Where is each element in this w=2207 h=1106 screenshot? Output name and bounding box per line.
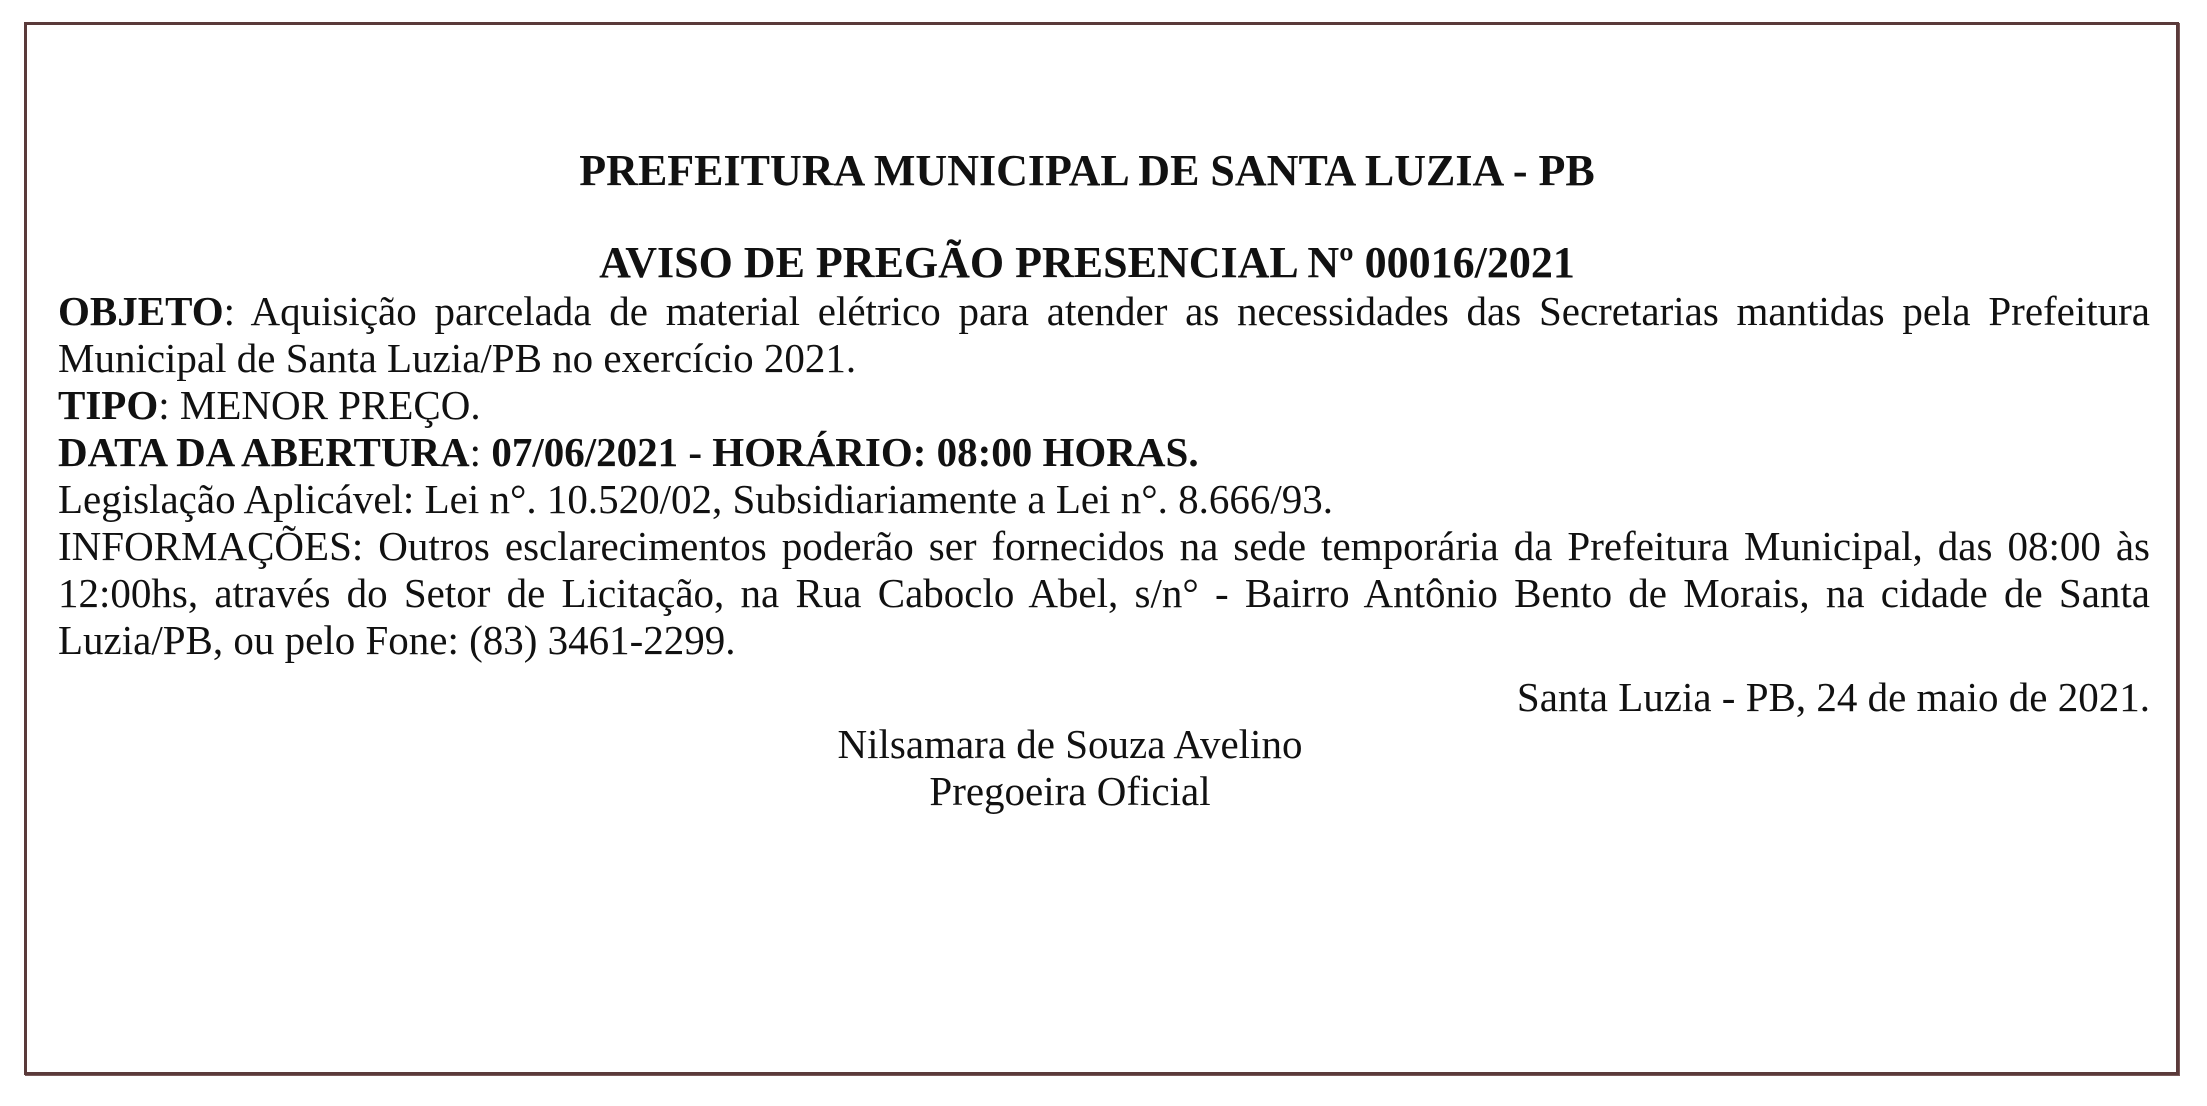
signatory-name: Nilsamara de Souza Avelino — [837, 721, 1303, 767]
abertura-label: DATA DA ABERTURA — [58, 429, 470, 475]
abertura-value: 07/06/2021 - HORÁRIO: 08:00 HORAS. — [491, 429, 1199, 475]
place-date: Santa Luzia - PB, 24 de maio de 2021. — [1516, 674, 2150, 720]
legislacao-paragraph: Legislação Aplicável: Lei n°. 10.520/02, Subsidiariamente a Lei n°. 8.666/93. — [58, 476, 1334, 522]
organization-heading: PREFEITURA MUNICIPAL DE SANTA LUZIA - PB — [579, 146, 1595, 195]
abertura-separator: : — [469, 429, 492, 475]
objeto-paragraph — [58, 288, 2150, 382]
tipo-label: TIPO — [58, 382, 159, 428]
signatory-role: Pregoeira Oficial — [929, 768, 1211, 814]
objeto-text: : Aquisição parcelada de material elétrico para atender as necessidades das Secretarias mantidas pela Prefeitura Municipal de Santa Luzia/PB no exercício 2021. — [58, 288, 2150, 381]
signature-block — [24, 721, 2116, 815]
informacoes-paragraph: INFORMAÇÕES: Outros esclarecimentos poderão ser fornecidos na sede temporária da Prefeitura Municipal, das 08:00 às 12:00hs, através do Setor de Licitação, na Rua Caboclo Abel, s/n° - Bairro Antônio Bento de Morais, na cidade de Santa Luzia/PB, ou pelo Fone: (83) 3461-2299. — [58, 523, 2150, 663]
tipo-text: : MENOR PREÇO. — [158, 382, 481, 428]
notice-title: AVISO DE PREGÃO PRESENCIAL Nº 00016/2021 — [599, 238, 1575, 287]
notice-content — [58, 146, 2150, 815]
abertura-paragraph — [58, 429, 2150, 476]
objeto-label: OBJETO — [58, 288, 224, 334]
tipo-paragraph — [58, 382, 2150, 429]
